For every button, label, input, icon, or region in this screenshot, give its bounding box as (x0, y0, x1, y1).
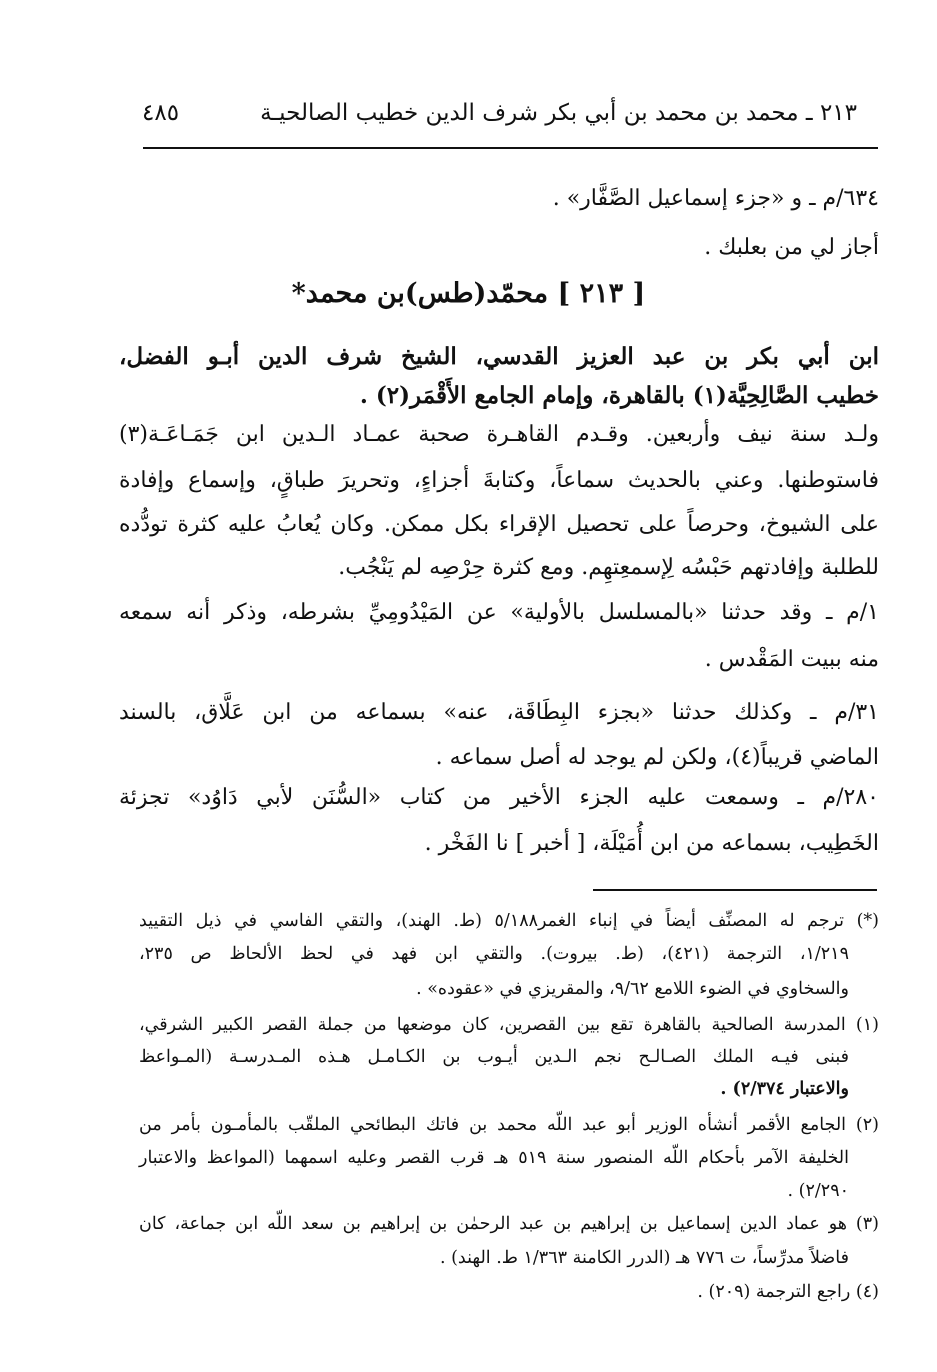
footnote-divider (593, 889, 877, 891)
bio-line-1: ولـد سنة نيف وأربعين. وقـدم القاهـرة صحبة عمـاد الـدين ابن جَمَـاعَـة(٣) (119, 422, 879, 447)
footnote-star-line-3: والسخاوي في الضوء اللامع ٩/٦٢، والمقريزي في «عقوده» . (416, 979, 849, 999)
prev-entry-line-1: ٦٣٤/م ـ و «جزء إسماعيل الصَّفَّار» . (552, 186, 879, 211)
entry-intro-line-1: ابن أبي بكر بن عبد العزيز القدسي، الشيخ شرف الدين أبـو الفضل، (119, 343, 879, 370)
footnote-2-line-2: الخليفة الآمر بأحكام اللّه المنصور سنة ٥١٩ هـ قرب القصر وعليه اسمهما (المواعظ والاعتبار (139, 1148, 849, 1168)
item-1-line-1: ١/م ـ وقد حدثنا «بالمسلسل بالأولية» عن المَيْدُومِيِّ بشرطه، وذكر أنه سمعه (119, 600, 879, 625)
entry-title: [ ٢١٣ ] محمّد(طس)بن محمد* (291, 278, 646, 309)
footnote-3-line-1: (٣) هو عماد الدين إسماعيل بن إبراهيم بن عبد الرحمٰن بن إبراهيم بن سعد اللّه ابن جماعة، كان (139, 1214, 879, 1234)
footnote-1-line-1: (١) المدرسة الصالحية بالقاهرة تقع بين القصرين، كان موضعها من جملة القصر الكبير الشرقي، (139, 1015, 879, 1035)
footnote-2-line-1: (٢) الجامع الأقمر أنشأه الوزير أبو عبد اللّه محمد بن فاتك البطائحي الملقّب بالمأمـون بأمر من (139, 1115, 879, 1135)
bio-line-4: للطلبة وإفادتهم حَبْسُه لِإسمعِتهِم. ومع كثرة حِرْصِه لم يَنْجُب. (338, 555, 879, 580)
header-divider (143, 147, 878, 149)
item-3-line-2: الخَطِيب، بسماعه من ابن أُمَيْلَة، [ أخبر ] نا الفَخْر . (424, 831, 879, 856)
prev-entry-line-2: أجاز لي من بعلبك . (704, 235, 879, 260)
footnote-star-line-1: (*) ترجم له المصنِّف أيضاً في إنباء الغمر٥/١٨٨ (ط. الهند)، والتقي الفاسي في ذيل التقييد (139, 911, 880, 931)
footnote-1-line-3: والاعتبار ٢/٣٧٤) . (720, 1079, 849, 1099)
item-1-line-2: منه ببيت المَقْدس . (704, 647, 879, 672)
footnote-2-line-3: ٢/٢٩٠) . (787, 1181, 849, 1201)
footnote-star-line-2: ١/٢١٩، الترجمة (٤٢١)، (ط. بيروت). والتقي ابن فهد في لحظ الألحاظ ص ٢٣٥، (139, 944, 849, 964)
entry-intro-line-2: خطيب الصَّالِحِيَّة(١) بالقاهرة، وإمام الجامع الأَقْمَر(٢) . (359, 382, 879, 409)
running-header-title: ٢١٣ ـ محمد بن محمد بن أبي بكر شرف الدين خطيب الصالحيـة (260, 100, 857, 126)
footnote-1-line-2: فبنى فيـه الملك الصـالـح نجم الـدين أيـوب بن الكـامـل هـذه المـدرسـة (المـواعظ (139, 1047, 849, 1067)
item-2-line-2: الماضي قريباً(٤)، ولكن لم يوجد له أصل سماعه . (435, 745, 879, 770)
page-number: ٤٨٥ (142, 100, 180, 126)
item-3-line-1: ٢٨٠/م ـ وسمعت عليه الجزء الأخير من كتاب «السُّنَن لأبي دَاوُد» تجزئة (119, 785, 879, 810)
bio-line-2: فاستوطنها. وعني بالحديث سماعاً، وكتابةَ أجزاءٍ، وتحريرَ طباقٍ، وإسماع وإفادة (119, 468, 879, 493)
item-2-line-1: ٣١/م ـ وكذلك حدثنا «بجزء البِطَاقَة، عنه» بسماعه من ابن عَلَّاق، بالسند (119, 700, 879, 725)
footnote-4-line-1: (٤) راجع الترجمة (٢٠٩) . (697, 1282, 879, 1302)
footnote-3-line-2: فاضلاً مدرِّساً، ت ٧٧٦ هـ (الدرر الكامنة ١/٣٦٣ ط. الهند) . (439, 1248, 849, 1268)
bio-line-3: على الشيوخ، وحرصاً على تحصيل الإقراء بكل ممكن. وكان يُعابُ عليه كثرة تودُّده (119, 512, 879, 537)
